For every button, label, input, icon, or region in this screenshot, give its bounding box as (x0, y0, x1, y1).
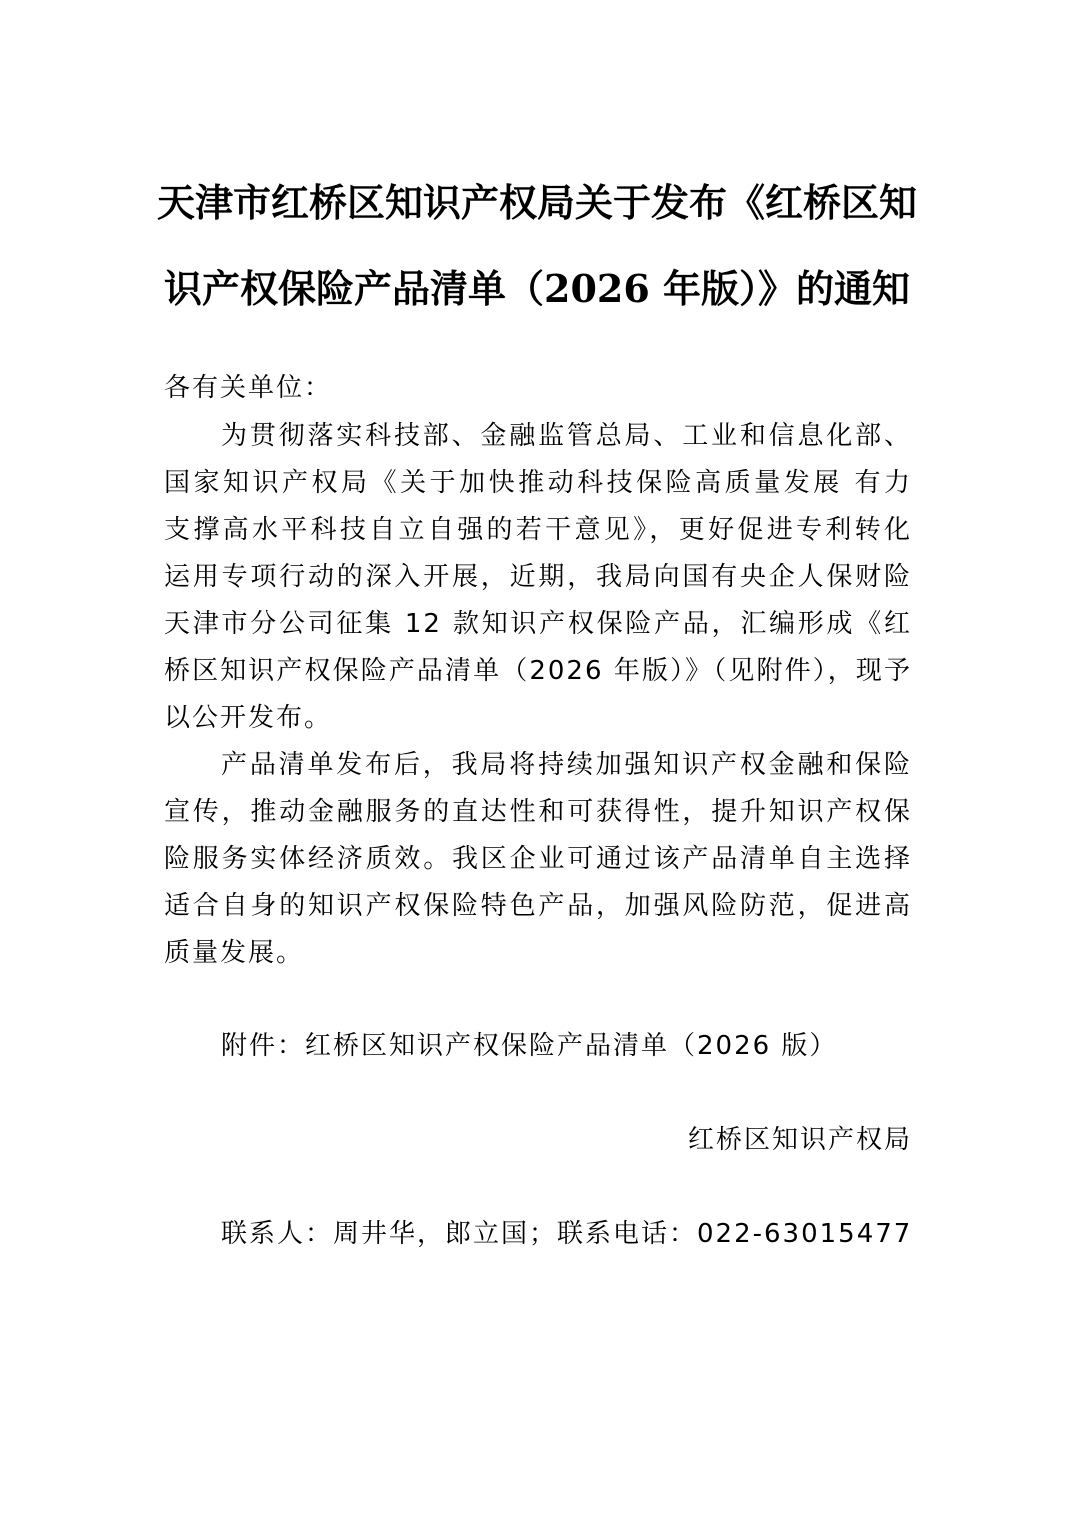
salutation: 各有关单位： (164, 373, 333, 403)
signature-issuer: 红桥区知识产权局 (687, 1125, 912, 1155)
paragraph-1-line-1: 为贯彻落实科技部、金融监管总局、工业和信息化部、 (221, 421, 912, 451)
document-title-line-1: 天津市红桥区知识产权局关于发布《红桥区知 (156, 180, 917, 225)
document-title-line-2: 识产权保险产品清单（2026 年版）》的通知 (164, 266, 910, 311)
attachment-note: 附件：红桥区知识产权保险产品清单（2026 版） (221, 1031, 838, 1061)
paragraph-1-line-7: 以公开发布。 (164, 703, 333, 733)
paragraph-2-line-4: 适合自身的知识产权保险特色产品，加强风险防范，促进高 (164, 891, 912, 921)
paragraph-2-line-1: 产品清单发布后，我局将持续加强知识产权金融和保险 (221, 750, 912, 780)
contact-info: 联系人：周井华，郎立国；联系电话：022-63015477 (221, 1219, 913, 1249)
paragraph-2-line-5: 质量发展。 (164, 938, 305, 968)
paragraph-1-line-6: 桥区知识产权保险产品清单（2026 年版）》（见附件），现予 (164, 656, 912, 686)
paragraph-1-line-3: 支撑高水平科技自立自强的若干意见》，更好促进专利转化 (164, 515, 912, 545)
paragraph-2-line-3: 险服务实体经济质效。我区企业可通过该产品清单自主选择 (164, 844, 912, 874)
paragraph-1-line-5: 天津市分公司征集 12 款知识产权保险产品，汇编形成《红 (164, 609, 912, 639)
paragraph-1-line-2: 国家知识产权局《关于加快推动科技保险高质量发展 有力 (164, 468, 912, 498)
paragraph-1-line-4: 运用专项行动的深入开展，近期，我局向国有央企人保财险 (164, 562, 912, 592)
paragraph-2-line-2: 宣传，推动金融服务的直达性和可获得性，提升知识产权保 (164, 797, 912, 827)
